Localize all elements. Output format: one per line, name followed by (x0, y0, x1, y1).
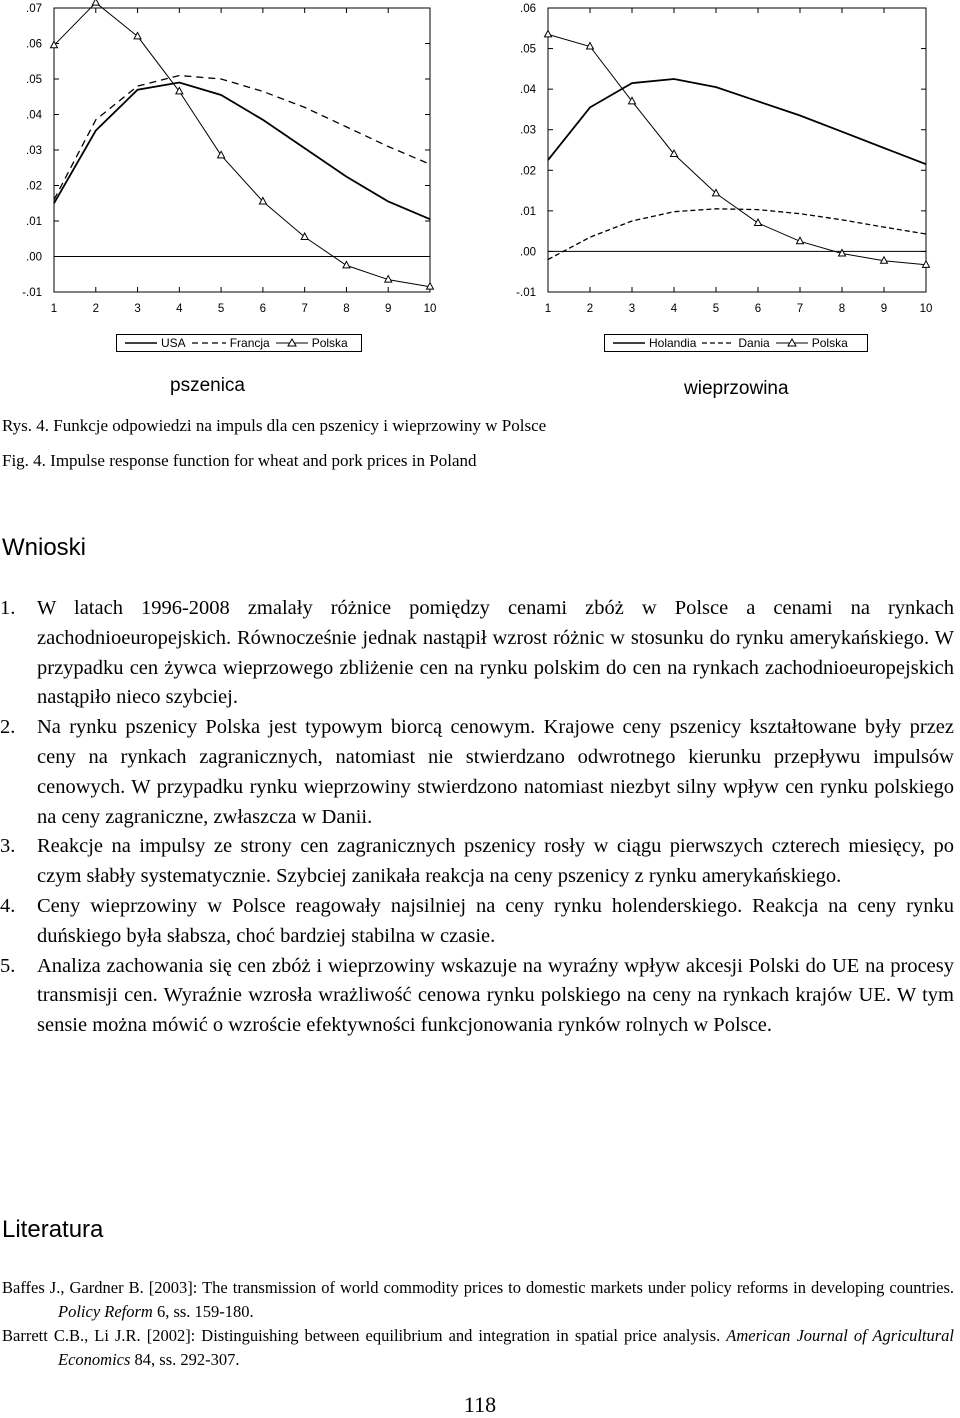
series-point-polska (755, 219, 762, 226)
series-line-polska (548, 34, 926, 264)
y-tick-label: -.01 (516, 287, 536, 299)
conclusion-number: 5. (0, 954, 16, 977)
pork-chart-title: wieprzowina (684, 378, 789, 399)
reference-text: Barrett C.B., Li J.R. [2002]: Distinguishing between equilibrium and integration in spatial price analysis. (2, 1326, 727, 1345)
series-point-polska (545, 30, 552, 37)
pork-chart-legend (604, 334, 868, 352)
legend-label-holandia: Holandia (649, 336, 697, 350)
y-tick-label: .01 (520, 205, 536, 218)
x-tick-label: 5 (712, 303, 720, 315)
reference-text: Baffes J., Gardner B. [2003]: The transmission of world commodity prices to domestic markets under policy reforms in developing countries. (2, 1278, 954, 1297)
y-tick-label: .00 (520, 246, 536, 259)
legend-item-polska-wheat (276, 336, 348, 350)
conclusion-text: Ceny wieprzowiny w Polsce reagowały najsilniej na ceny rynku holenderskiego. Reakcja na ceny rynku duńskiego była słabsza, choć bardziej stabilna w czasie. (37, 894, 954, 947)
reference-item (2, 1276, 954, 1324)
series-point-polska (92, 0, 99, 5)
series-line-francja (54, 76, 430, 200)
legend-label-dania: Dania (738, 336, 770, 350)
x-tick-label: 2 (92, 303, 99, 315)
reference-item (2, 1324, 954, 1372)
legend-label-usa: USA (161, 336, 186, 350)
y-tick-label: .03 (520, 124, 536, 137)
conclusion-item (0, 892, 954, 952)
wheat-chart-title: pszenica (170, 375, 245, 396)
x-tick-label: 7 (796, 303, 804, 315)
conclusions-list (0, 594, 954, 1041)
series-line-usa (54, 83, 430, 220)
y-tick-label: .07 (26, 3, 42, 15)
x-tick-label: 4 (670, 303, 678, 315)
x-tick-label: 7 (301, 303, 308, 315)
page-number: 118 (463, 1392, 497, 1417)
references-list (0, 1276, 954, 1372)
y-tick-label: .02 (520, 165, 536, 178)
reference-details: 6, ss. 159-180. (152, 1302, 254, 1321)
y-tick-label: .04 (26, 109, 42, 122)
y-tick-label: .01 (26, 216, 42, 228)
plot-frame (548, 8, 926, 292)
plot-frame (54, 8, 430, 292)
reference-details: 84, ss. 292-307. (130, 1350, 240, 1369)
conclusion-number: 4. (0, 894, 16, 917)
y-tick-label: .02 (26, 180, 42, 193)
conclusion-item (0, 594, 954, 713)
x-tick-label: 8 (838, 303, 846, 315)
x-tick-label: 3 (134, 303, 141, 315)
legend-item-francja (192, 336, 270, 350)
x-tick-label: 3 (628, 303, 636, 315)
y-tick-label: .06 (26, 38, 42, 51)
y-tick-label: .03 (26, 145, 42, 157)
x-tick-label: 1 (544, 303, 552, 315)
x-tick-label: 6 (754, 303, 762, 315)
conclusion-number: 1. (0, 597, 16, 619)
x-tick-label: 9 (385, 303, 392, 315)
conclusion-text: W latach 1996-2008 zmalały różnice pomiędzy cenami zbóż w Polsce a cenami na rynkach zachodnioeuropejskich. Równocześnie jednak nastąpił wzrost różnic w stosunku do rynku amerykańskiego. W przypadku cen żywca wieprzowego zbliżenie cen na rynku polskim do cen na rynkach zachodnioeuropejskich nastąpiło nieco szybciej. (37, 597, 954, 709)
legend-label-polska-pork: Polska (811, 336, 848, 350)
legend-item-holandia (613, 336, 696, 350)
series-point-polska (301, 233, 308, 240)
legend-item-dania (702, 336, 769, 350)
conclusion-text: Na rynku pszenicy Polska jest typowym biorcą cenowym. Krajowe ceny pszenicy kształtowane były przez ceny na rynkach zagranicznych, natomiast nie stwierdzano odwrotnego kierunku przepływu impulsów cenowych. W przypadku rynku wieprzowiny stwierdzono natomiast niezbyt silny wpływ cen rynku polskiego na ceny zagraniczne, zwłaszcza w Danii. (37, 716, 954, 828)
conclusion-item (0, 952, 954, 1041)
legend-label-francja: Francja (229, 336, 270, 350)
figure-caption-polish: Rys. 4. Funkcje odpowiedzi na impuls dla cen pszenicy i wieprzowiny w Polsce (2, 416, 547, 435)
series-point-polska (134, 32, 141, 39)
y-tick-label: .05 (26, 74, 42, 86)
x-tick-label: 8 (343, 303, 350, 315)
legend-item-usa (125, 336, 186, 350)
reference-journal: American Journal of Agricultural Economics (58, 1326, 954, 1369)
wheat-chart-legend (116, 334, 362, 352)
conclusion-item (0, 713, 954, 832)
figure-caption-english: Fig. 4. Impulse response function for wheat and pork prices in Poland (2, 451, 477, 470)
legend-label-polska-wheat: Polska (311, 336, 348, 350)
x-tick-label: 5 (217, 303, 225, 315)
y-tick-label: .06 (520, 3, 536, 15)
x-tick-label: 2 (586, 303, 594, 315)
conclusion-text: Analiza zachowania się cen zbóż i wieprzowiny wskazuje na wyraźny wpływ akcesji Polski do UE na procesy transmisji cen. Wyraźnie wzrosła wrażliwość cenowa rynku polskiego na ceny na rynkach krajów UE. W tym sensie można mówić o wzroście efektywności funkcjonowania rynków rolnych w Polsce. (37, 954, 954, 1037)
x-tick-label: 10 (919, 303, 933, 315)
series-point-polska (713, 189, 720, 196)
conclusion-number: 2. (0, 716, 16, 739)
conclusion-text: Reakcje na impulsy ze strony cen zagranicznych pszenicy rosły w ciągu pierwszych czterech miesięcy, po czym słabły systematycznie. Szybciej zanikała reakcja na ceny pszenicy z rynku amerykańskiego. (37, 835, 954, 888)
literature-heading: Literatura (2, 1216, 104, 1243)
series-point-polska (343, 261, 350, 268)
wheat-impulse-chart (0, 0, 480, 330)
legend-item-polska-pork (776, 336, 848, 350)
x-tick-label: 1 (50, 303, 58, 315)
series-line-holandia (548, 79, 926, 164)
y-tick-label: -.01 (22, 287, 42, 299)
x-tick-label: 6 (259, 303, 267, 315)
series-line-polska (54, 3, 430, 287)
x-tick-label: 9 (880, 303, 888, 315)
y-tick-label: .05 (520, 43, 536, 56)
reference-journal: Policy Reform (58, 1302, 153, 1321)
conclusion-number: 3. (0, 835, 16, 858)
y-tick-label: .04 (520, 84, 536, 97)
pork-impulse-chart (480, 0, 960, 330)
conclusion-item (0, 832, 954, 892)
x-tick-label: 4 (176, 303, 183, 315)
y-tick-label: .00 (26, 251, 42, 264)
conclusions-heading: Wnioski (2, 534, 87, 561)
x-tick-label: 10 (423, 303, 437, 315)
